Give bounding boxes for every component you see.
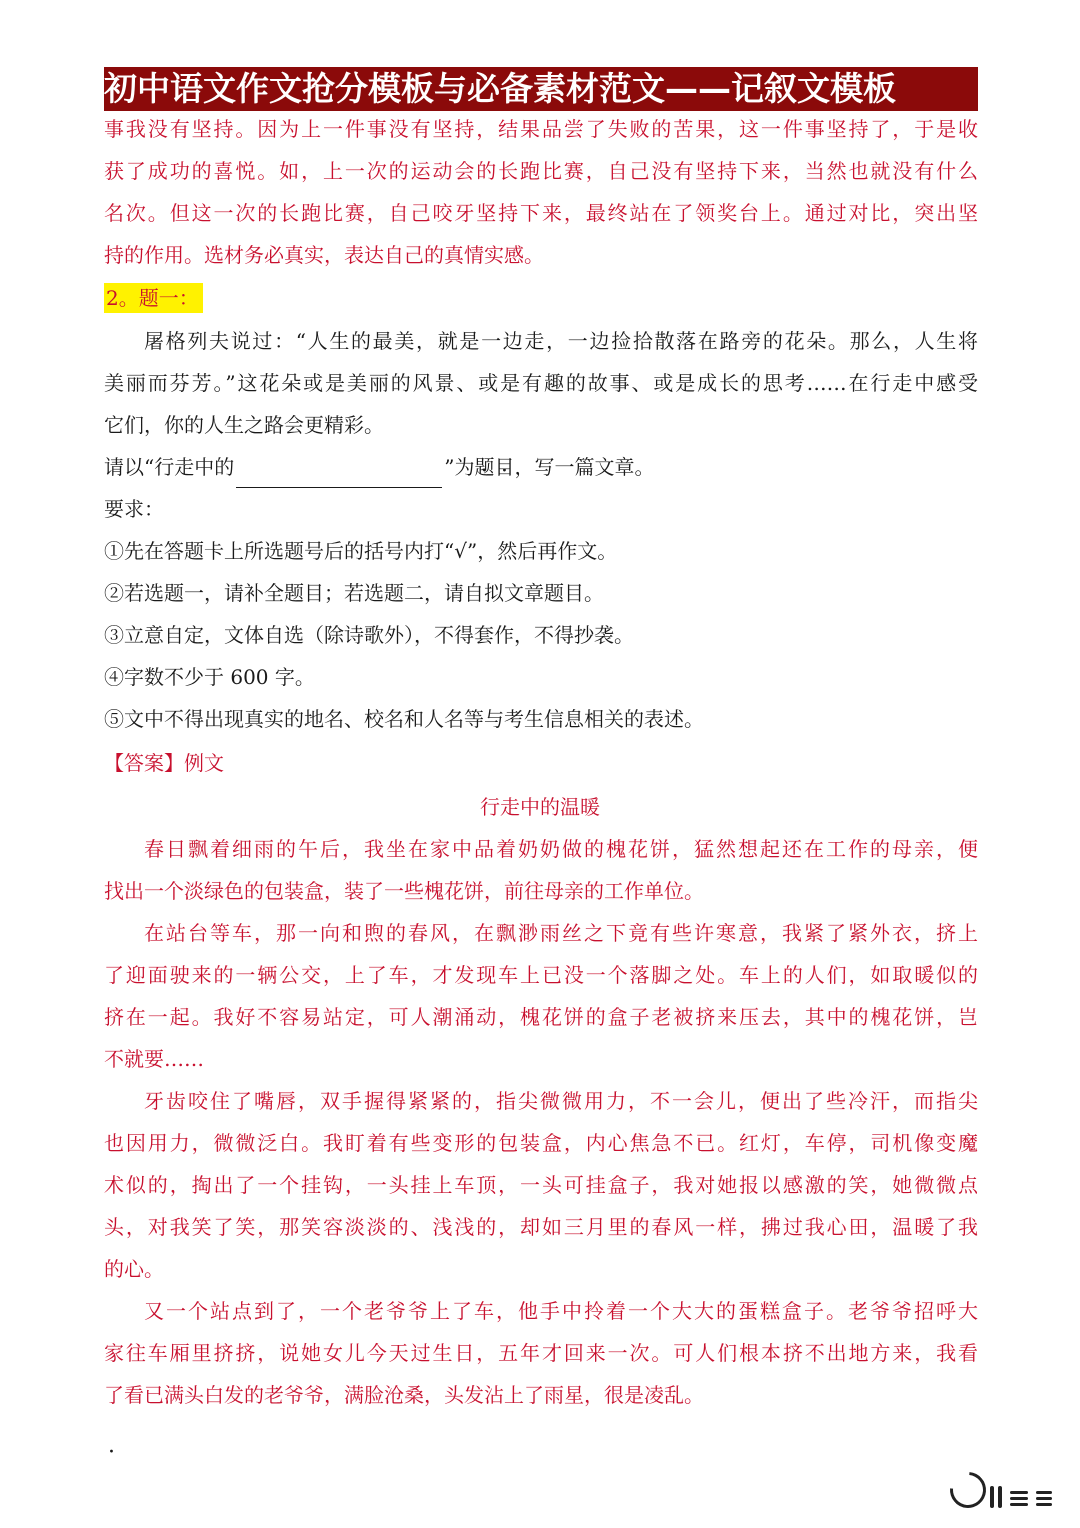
essay-line: 在站台等车，那一向和煦的春风，在飘渺雨丝之下竟有些许寒意，我紧了紧外衣，挤上 [144,921,978,945]
essay-body [104,828,978,1416]
essay-line: 家往车厢里挤挤，说她女儿今天过生日，五年才回来一次。可人们根本挤不出地方来，我看 [104,1341,978,1365]
requirement-item: ①先在答题卡上所选题号后的括号内打“√”，然后再作文。 [104,539,618,563]
prompt-line: 屠格列夫说过：“人生的最美，就是一边走，一边捡拾散落在路旁的花朵。那么，人生将 [144,329,978,353]
answer-label: 【答案】例文 [104,751,224,775]
essay-line: 了迎面驶来的一辆公交，上了车，才发现车上已没一个落脚之处。车上的人们，如取暖似的 [104,963,978,987]
emphasis-char: 目 • [494,455,514,479]
footer-dot: · [108,1440,115,1465]
essay-line: 的心。 [104,1257,164,1281]
essay-paragraph-3 [104,1080,978,1290]
intro-paragraph [104,108,978,276]
essay-line: 不就要…… [104,1047,204,1071]
requirement-item: ②若选题一，请补全题目；若选题二，请自拟文章题目。 [104,581,604,605]
prompt-paragraph [104,320,978,740]
emphasis-char: 题 • [474,455,494,479]
essay-line: 也因用力，微微泛白。我盯着有些变形的包装盒，内心焦急不已。红灯，车停，司机像变魔 [104,1131,978,1155]
section-heading-highlight: 2。题一： [104,283,203,313]
watermark-bar-icon [998,1486,1002,1508]
essay-line: 了看已满头白发的老爷爷，满脸沧桑，头发沾上了雨星，很是凌乱。 [104,1383,704,1407]
essay-line: 找出一个淡绿色的包装盒，装了一些槐花饼，前往母亲的工作单位。 [104,879,704,903]
page-title [104,67,978,111]
requirement-item: ④字数不少于 600 字。 [104,665,315,689]
essay-line: 头，对我笑了笑，那笑容淡淡的、浅浅的，却如三月里的春风一样，拂过我心田，温暖了我 [104,1215,978,1239]
essay-title: 行走中的温暖 [480,795,600,819]
essay-paragraph-4 [104,1290,978,1416]
essay-line: 术似的，掏出了一个挂钩，一头挂上车顶，一头可挂盒子，我对她报以感激的笑，她微微点 [104,1173,978,1197]
requirements-label: 要求： [104,497,164,521]
instruction-quote-end: ”为 [444,455,475,479]
intro-line: 持的作用。选材务必真实，表达自己的真情实感。 [104,243,544,267]
instruction-line [104,446,978,488]
essay-paragraph-2 [104,912,978,1080]
answer-section [104,742,978,784]
watermark-lines-icon [1036,1491,1052,1506]
intro-line: 名次。但这一次的长跑比赛，自己咬牙坚持下来，最终站在了领奖台上。通过对比，突出坚 [104,201,978,225]
prompt-line: 美丽而芬芳。”这花朵或是美丽的风景、或是有趣的故事、或是成长的思考……在行走中感受 [104,371,978,395]
requirement-item: ③立意自定，文体自选（除诗歌外），不得套作，不得抄袭。 [104,623,634,647]
watermark-lines-icon [1010,1491,1028,1506]
watermark-circle-icon [943,1465,994,1516]
page-title-text: 初中语文作文抢分模板与必备素材范文——记叙文模板 [104,69,896,108]
instruction-suffix: ，写一篇文章。 [514,455,655,479]
intro-line: 获了成功的喜悦。如，上一次的运动会的长跑比赛，自己没有坚持下来，当然也就没有什么 [104,159,978,183]
instruction-prefix: 请以“行走中的 [104,455,235,479]
watermark-logo-icon [950,1472,1052,1508]
requirement-item: ⑤文中不得出现真实的地名、校名和人名等与考生信息相关的表述。 [104,707,704,731]
essay-line: 牙齿咬住了嘴唇，双手握得紧紧的，指尖微微用力，不一会儿，便出了些冷汗，而指尖 [144,1089,978,1113]
watermark-bar-icon [990,1486,994,1508]
essay-line: 又一个站点到了，一个老爷爷上了车，他手中拎着一个大大的蛋糕盒子。老爷爷招呼大 [144,1299,978,1323]
prompt-line: 它们，你的人生之路会更精彩。 [104,413,384,437]
essay-line: 春日飘着细雨的午后，我坐在家中品着奶奶做的槐花饼，猛然想起还在工作的母亲，便 [144,837,978,861]
essay-line: 挤在一起。我好不容易站定，可人潮涌动，槐花饼的盒子老被挤来压去，其中的槐花饼，岂 [104,1005,978,1029]
intro-line: 事我没有坚持。因为上一件事没有坚持，结果品尝了失败的苦果，这一件事坚持了，于是收 [104,117,978,141]
fill-in-blank [236,461,442,488]
essay-paragraph-1 [104,828,978,912]
